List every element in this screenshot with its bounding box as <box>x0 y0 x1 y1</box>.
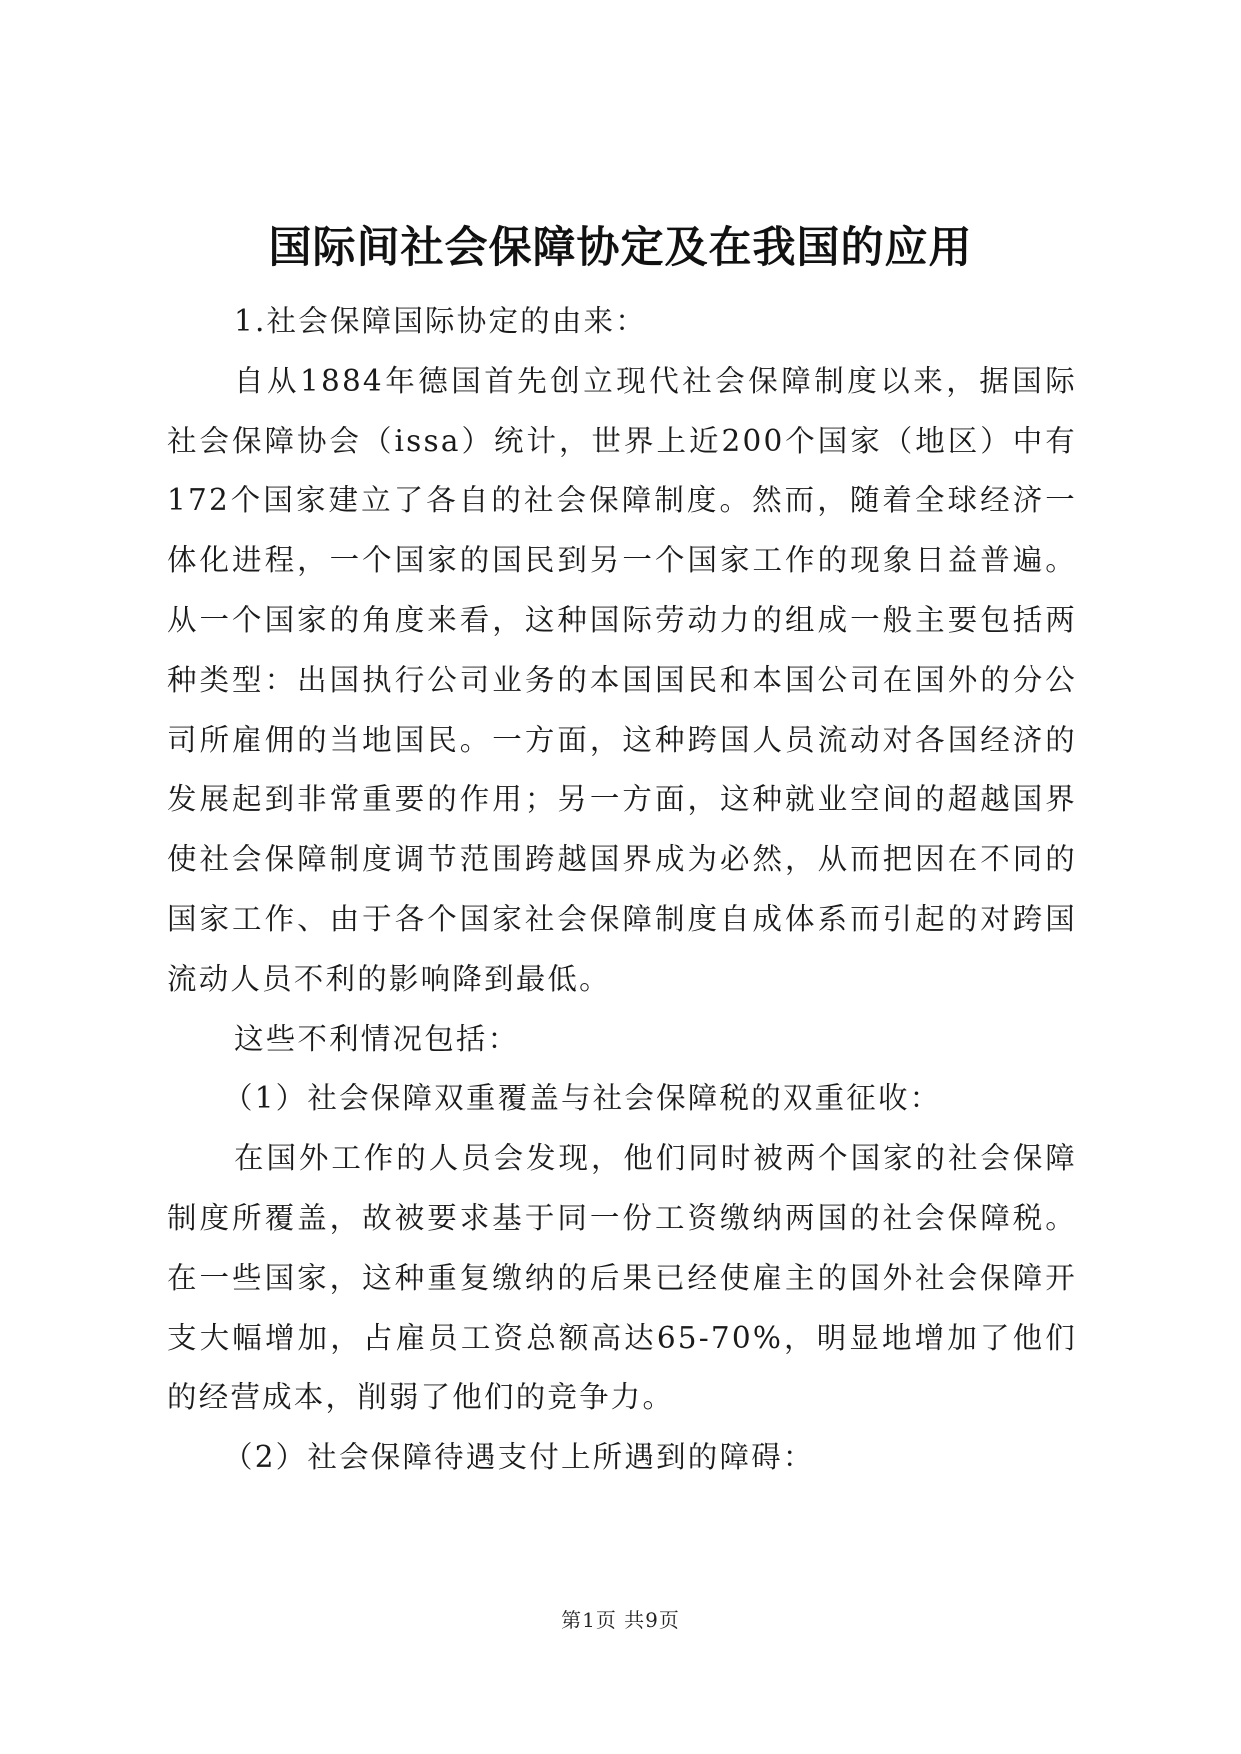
body-paragraph: 自从1884年德国首先创立现代社会保障制度以来，据国际社会保障协会（issa）统计，世界上近200个国家（地区）中有172个国家建立了各自的社会保障制度。然而，随着全球经济一体化进程，一个国家的国民到另一个国家工作的现象日益普遍。从一个国家的角度来看，这种国际劳动力的组成一般主要包括两种类型：出国执行公司业务的本国国民和本国公司在国外的分公司所雇佣的当地国民。一方面，这种跨国人员流动对各国经济的发展起到非常重要的作用；另一方面，这种就业空间的超越国界使社会保障制度调节范围跨越国界成为必然，从而把因在不同的国家工作、由于各个国家社会保障制度自成体系而引起的对跨国流动人员不利的影响降到最低。 <box>167 363 1077 996</box>
page-number: 第1页 共9页 <box>561 1608 680 1632</box>
body-paragraph: 在国外工作的人员会发现，他们同时被两个国家的社会保障制度所覆盖，故被要求基于同一份工资缴纳两国的社会保障税。在一些国家，这种重复缴纳的后果已经使雇主的国外社会保障开支大幅增加，占雇员工资总额高达65-70%，明显地增加了他们的经营成本，削弱了他们的竞争力。 <box>167 1141 1077 1415</box>
section-heading: 1.社会保障国际协定的由来： <box>234 304 647 338</box>
subsection-heading: （2）社会保障待遇支付上所遇到的障碍： <box>223 1440 815 1475</box>
document-title: 国际间社会保障协定及在我国的应用 <box>268 223 973 273</box>
body-paragraph: 这些不利情况包括： <box>234 1021 520 1056</box>
document-body <box>167 292 1077 1488</box>
subsection-heading: （1）社会保障双重覆盖与社会保障税的双重征收： <box>223 1081 942 1116</box>
